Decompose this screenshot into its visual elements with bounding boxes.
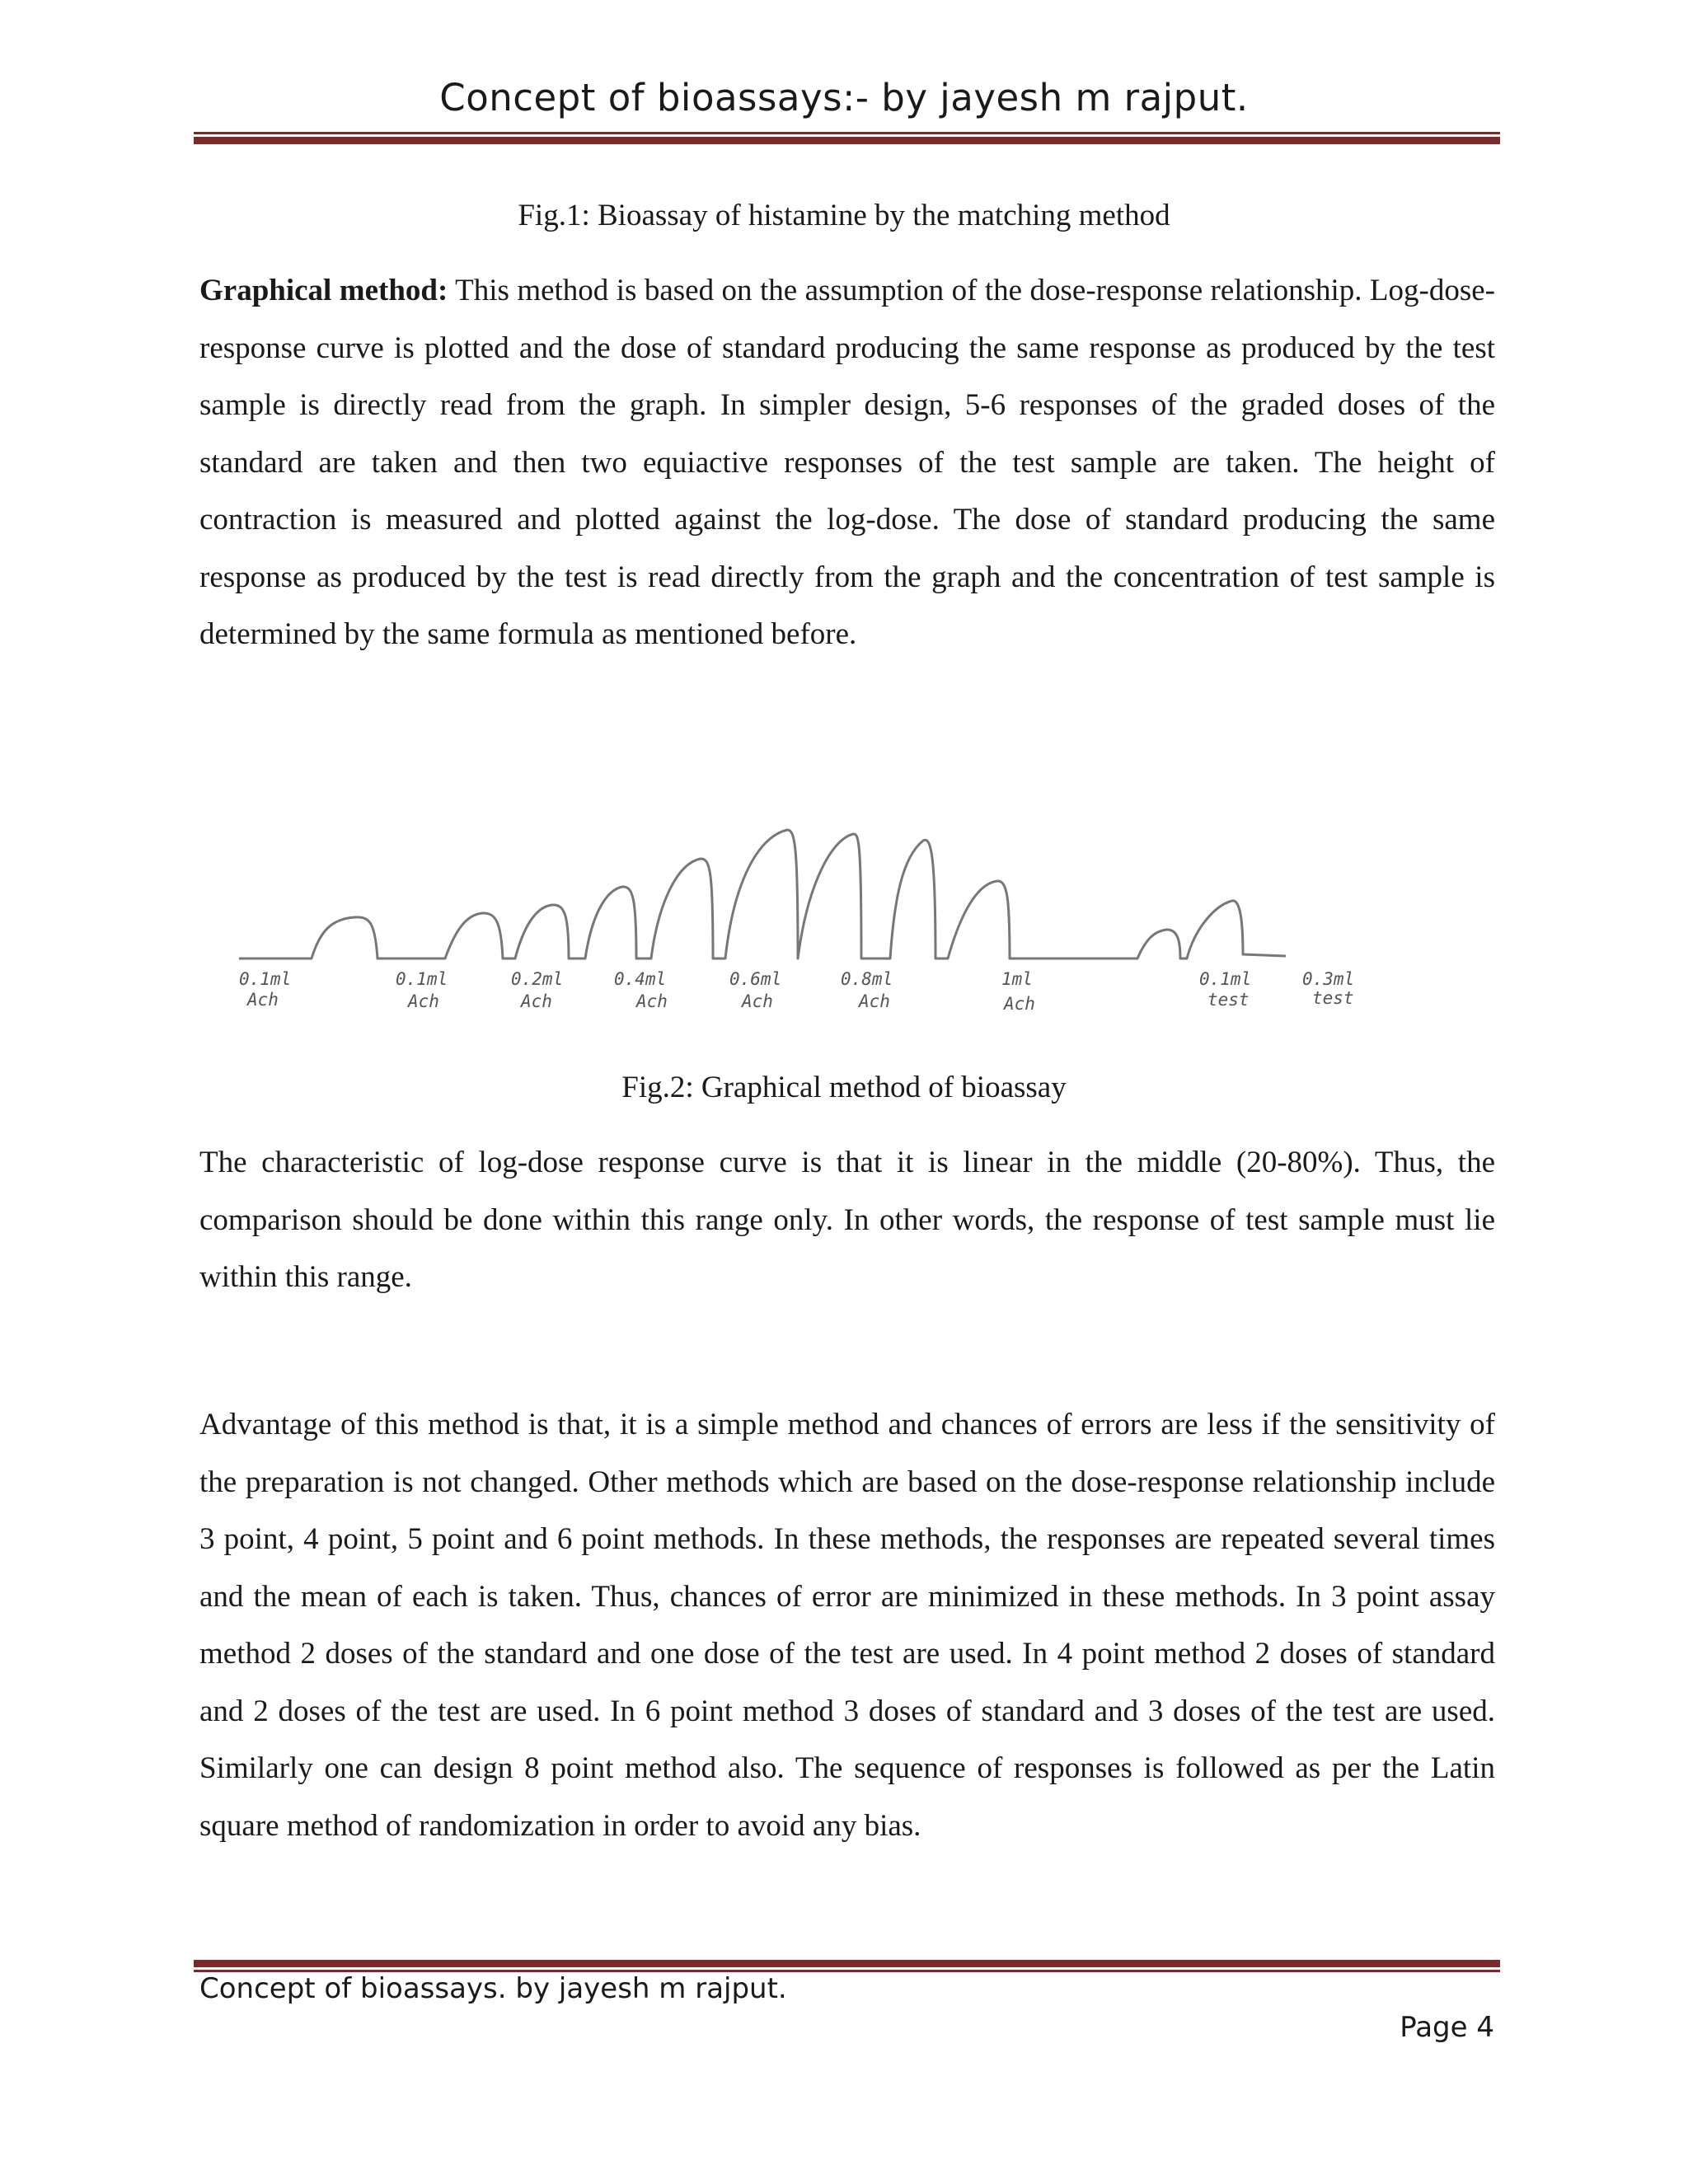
footer-title: Concept of bioassays. by jayesh m rajput. [199, 1972, 787, 2005]
dose-label: 0.3ml [1302, 969, 1355, 989]
agent-label: Ach [521, 991, 552, 1011]
kymograph-figure [239, 783, 1492, 1014]
agent-label: Ach [859, 991, 890, 1011]
dose-labels [239, 969, 1354, 1014]
log-dose-paragraph: The characteristic of log-dose response curve is that it is linear in the middle (20-80%). Thus, the comparison should be done within this range only. In other words, the response of test sample must lie within this range. [199, 1146, 1495, 1294]
page-number: Page 4 [1400, 2011, 1494, 2044]
dose-label: 0.1ml [239, 969, 292, 989]
footer-rule-thick [194, 1960, 1500, 1967]
page-header-title: Concept of bioassays:- by jayesh m rajput. [439, 76, 1249, 120]
agent-label: test [1312, 988, 1354, 1008]
agent-label: Ach [636, 991, 668, 1011]
fig1-caption: Fig.1: Bioassay of histamine by the matching method [518, 199, 1170, 232]
agent-label: Ach [1004, 994, 1035, 1014]
agent-label: Ach [247, 990, 279, 1010]
dose-label: 0.6ml [729, 969, 782, 989]
agent-label: Ach [408, 991, 439, 1011]
kymograph-trace-line [239, 830, 1286, 958]
dose-label: 0.1ml [396, 969, 448, 989]
graphical-method-paragraph [199, 262, 1495, 663]
advantage-paragraph: Advantage of this method is that, it is a simple method and chances of errors are less if the sensitivity of the preparation is not changed. Other methods which are based on the dose-response relationship include 3 point, 4 point, 5 point and 6 point methods. In these methods, the responses are repeated several times and the mean of each is taken. Thus, chances of error are minimized in these methods. In 3 point assay method 2 doses of the standard and one dose of the test are used. In 4 point method 2 doses of standard and 2 doses of the test are used. In 6 point method 3 doses of standard and 3 doses of the test are used. Similarly one can design 8 point method also. The sequence of responses is followed as per the Latin square method of randomization in order to avoid any bias. [199, 1408, 1495, 1843]
graphical-method-body: This method is based on the assumption of the dose-response relationship. Log-dose-response curve is plotted and the dose of standard producing the same response as produced by the test sample is directly read from the graph. In simpler design, 5-6 responses of the graded doses of the standard are taken and then two equiactive responses of the test sample are taken. The height of contraction is measured and plotted against the log-dose. The dose of standard producing the same response as produced by the test is read directly from the graph and the concentration of test sample is determined by the same formula as mentioned before. [199, 274, 1495, 651]
header-rule [194, 132, 1500, 144]
dose-label: 0.4ml [614, 969, 667, 989]
fig2-caption: Fig.2: Graphical method of bioassay [621, 1071, 1067, 1104]
dose-label: 0.2ml [511, 969, 564, 989]
dose-label: 0.8ml [841, 969, 893, 989]
graphical-method-heading: Graphical method: [199, 274, 448, 307]
kymograph-trace [239, 783, 1492, 1014]
dose-label: 1ml [1001, 969, 1033, 989]
header-rule-thin [194, 132, 1500, 134]
agent-label: Ach [742, 991, 773, 1011]
footer-rule [194, 1960, 1500, 1972]
dose-label: 0.1ml [1199, 969, 1252, 989]
header-rule-thick [194, 137, 1500, 144]
agent-label: test [1207, 990, 1250, 1010]
